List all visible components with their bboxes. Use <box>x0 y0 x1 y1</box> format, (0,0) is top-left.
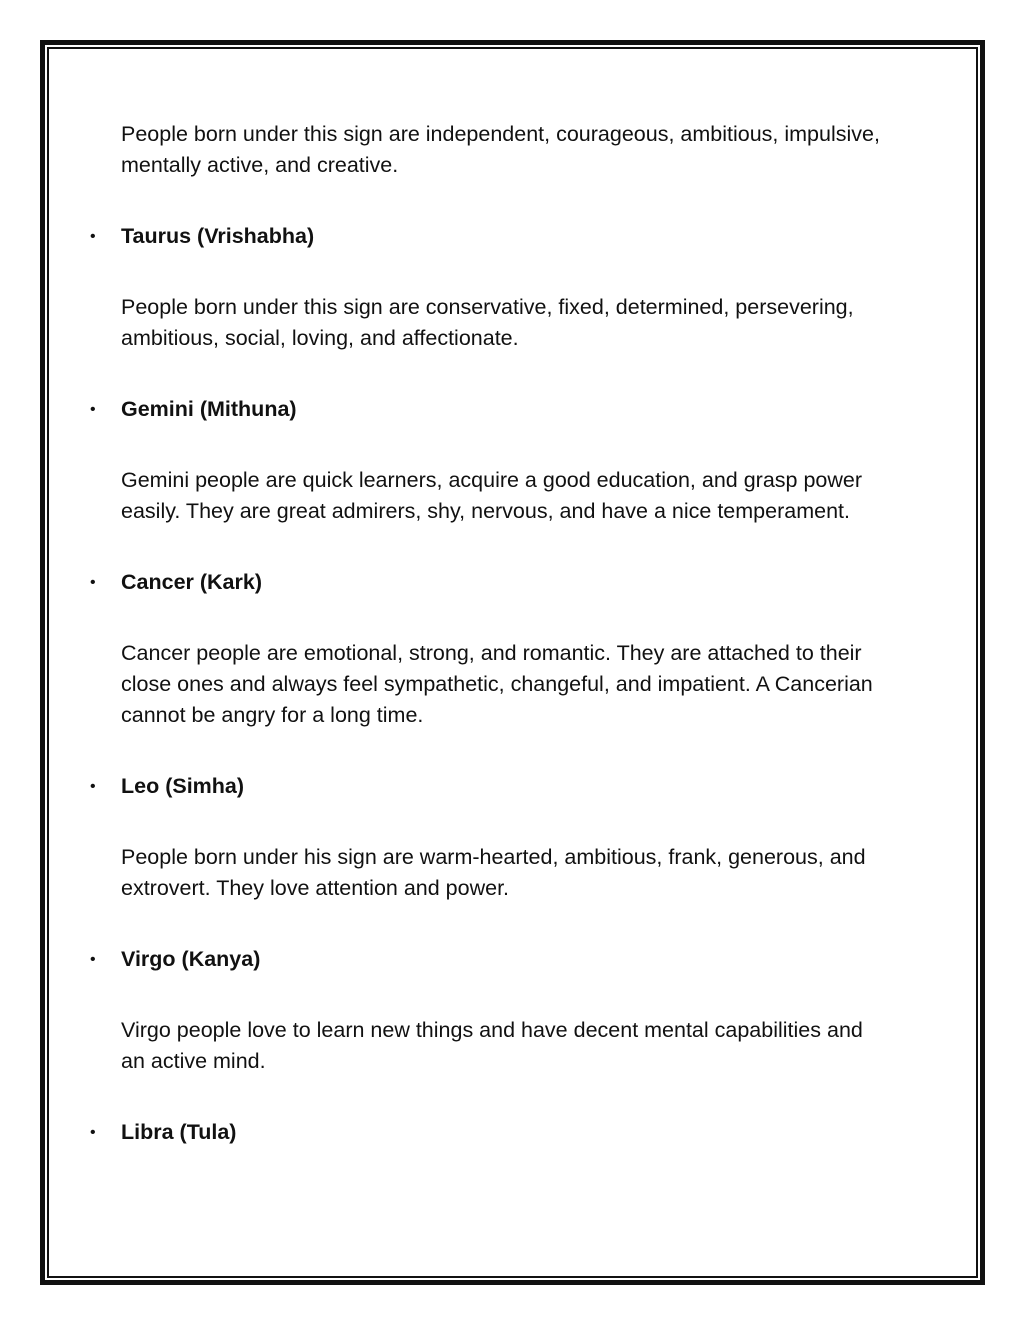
paragraph-taurus: People born under this sign are conservative, fixed, determined, persevering, ambitious, social, loving, and affectionate. <box>121 295 854 350</box>
bullet-icon: • <box>90 401 96 418</box>
heading-label: Taurus (Vrishabha) <box>121 224 315 248</box>
paragraph-gemini: Gemini people are quick learners, acquire a good education, and grasp power easily. They are great admirers, shy, nervous, and have a nice temperament. <box>121 468 863 523</box>
heading-label: Cancer (Kark) <box>121 570 262 594</box>
bullet-icon: • <box>90 1124 96 1141</box>
heading-taurus <box>90 221 891 252</box>
heading-leo <box>90 771 891 802</box>
document-body <box>90 119 891 1188</box>
paragraph-virgo: Virgo people love to learn new things and have decent mental capabilities and an active mind. <box>121 1018 863 1073</box>
bullet-icon: • <box>90 574 96 591</box>
heading-cancer <box>90 567 891 598</box>
bullet-icon: • <box>90 228 96 245</box>
paragraph-leo: People born under his sign are warm-hearted, ambitious, frank, generous, and extrovert. They love attention and power. <box>121 845 866 900</box>
heading-label: Gemini (Mithuna) <box>121 397 297 421</box>
heading-label: Virgo (Kanya) <box>121 947 261 971</box>
heading-label: Libra (Tula) <box>121 1120 237 1144</box>
bullet-icon: • <box>90 778 96 795</box>
bullet-icon: • <box>90 951 96 968</box>
heading-label: Leo (Simha) <box>121 774 245 798</box>
paragraph-cancer: Cancer people are emotional, strong, and romantic. They are attached to their close ones and always feel sympathetic, changeful, and impatient. A Cancerian cannot be angry for a long time. <box>121 641 873 727</box>
paragraph-aries: People born under this sign are independent, courageous, ambitious, impulsive, mentally active, and creative. <box>121 122 880 177</box>
heading-gemini <box>90 394 891 425</box>
heading-virgo <box>90 944 891 975</box>
heading-libra <box>90 1117 891 1148</box>
